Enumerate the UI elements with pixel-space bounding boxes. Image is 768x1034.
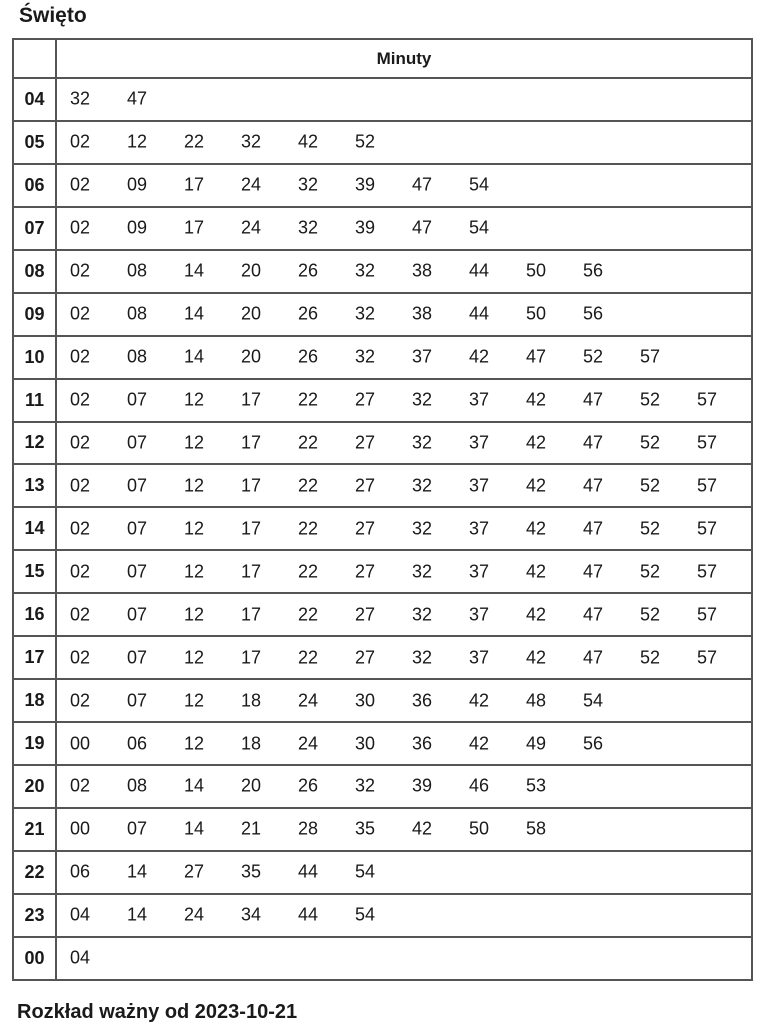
departure-minute: 57 (696, 561, 718, 582)
departure-minute: 22 (297, 475, 319, 496)
departure-minute: 34 (240, 904, 262, 925)
departure-minute: 57 (696, 604, 718, 625)
hour-cell: 08 (13, 250, 56, 293)
departure-minute: 42 (468, 346, 490, 367)
departure-minute: 17 (183, 217, 205, 238)
timetable-row (13, 679, 752, 722)
departure-minute: 52 (639, 647, 661, 668)
timetable-row (13, 293, 752, 336)
departure-minute: 42 (525, 389, 547, 410)
departure-minute: 07 (126, 818, 148, 839)
departure-minute: 35 (240, 861, 262, 882)
departure-minute: 27 (354, 475, 376, 496)
departure-minute: 32 (354, 260, 376, 281)
departure-minute: 39 (354, 217, 376, 238)
minutes-cell (56, 207, 752, 250)
departure-minute: 14 (126, 861, 148, 882)
minutes-cell (56, 121, 752, 164)
departure-minute: 56 (582, 733, 604, 754)
departure-minute: 47 (582, 518, 604, 539)
hour-cell: 05 (13, 121, 56, 164)
departure-minute: 37 (411, 346, 433, 367)
departure-minute: 27 (354, 518, 376, 539)
departure-minute: 02 (69, 303, 91, 324)
timetable-row (13, 808, 752, 851)
timetable-row (13, 722, 752, 765)
departure-minute: 12 (183, 475, 205, 496)
departure-minute: 57 (639, 346, 661, 367)
timetable-row (13, 636, 752, 679)
departure-minute: 39 (411, 775, 433, 796)
departure-minute: 27 (354, 647, 376, 668)
timetable-row (13, 593, 752, 636)
departure-minute: 12 (183, 604, 205, 625)
departure-minute: 35 (354, 818, 376, 839)
hour-cell: 22 (13, 851, 56, 894)
minutes-cell (56, 78, 752, 121)
departure-minute: 42 (525, 475, 547, 496)
departure-minute: 52 (639, 475, 661, 496)
departure-minute: 53 (525, 775, 547, 796)
departure-minute: 17 (183, 174, 205, 195)
departure-minute: 12 (183, 690, 205, 711)
hour-cell: 19 (13, 722, 56, 765)
hour-cell: 16 (13, 593, 56, 636)
timetable-title: Święto (19, 4, 87, 27)
timetable-row (13, 550, 752, 593)
hour-cell: 13 (13, 464, 56, 507)
departure-minute: 32 (411, 604, 433, 625)
departure-minute: 22 (297, 561, 319, 582)
departure-minute: 17 (240, 518, 262, 539)
departure-minute: 37 (468, 475, 490, 496)
departure-minute: 42 (525, 518, 547, 539)
departure-minute: 36 (411, 733, 433, 754)
departure-minute: 52 (582, 346, 604, 367)
departure-minute: 12 (183, 432, 205, 453)
timetable-row (13, 507, 752, 550)
minutes-cell (56, 422, 752, 465)
departure-minute: 54 (468, 174, 490, 195)
departure-minute: 50 (468, 818, 490, 839)
header-row (13, 39, 752, 78)
minutes-cell (56, 894, 752, 937)
hour-cell: 06 (13, 164, 56, 207)
departure-minute: 22 (183, 131, 205, 152)
departure-minute: 07 (126, 690, 148, 711)
departure-minute: 42 (525, 604, 547, 625)
departure-minute: 26 (297, 775, 319, 796)
timetable-row (13, 894, 752, 937)
departure-minute: 02 (69, 475, 91, 496)
timetable-grid (12, 38, 753, 981)
departure-minute: 17 (240, 475, 262, 496)
departure-minute: 24 (183, 904, 205, 925)
departure-minute: 18 (240, 690, 262, 711)
departure-minute: 21 (240, 818, 262, 839)
departure-minute: 54 (354, 861, 376, 882)
departure-minute: 20 (240, 303, 262, 324)
departure-minute: 27 (354, 604, 376, 625)
departure-minute: 52 (639, 389, 661, 410)
departure-minute: 14 (126, 904, 148, 925)
departure-minute: 47 (582, 561, 604, 582)
minutes-cell (56, 250, 752, 293)
minutes-cell (56, 593, 752, 636)
departure-minute: 54 (354, 904, 376, 925)
departure-minute: 47 (582, 475, 604, 496)
departure-minute: 50 (525, 260, 547, 281)
departure-minute: 07 (126, 432, 148, 453)
departure-minute: 24 (240, 217, 262, 238)
departure-minute: 32 (354, 346, 376, 367)
departure-minute: 02 (69, 518, 91, 539)
minutes-header: Minuty (56, 39, 752, 78)
hour-cell: 09 (13, 293, 56, 336)
departure-minute: 27 (354, 389, 376, 410)
departure-minute: 47 (582, 647, 604, 668)
departure-minute: 22 (297, 604, 319, 625)
departure-minute: 58 (525, 818, 547, 839)
departure-minute: 14 (183, 260, 205, 281)
departure-minute: 22 (297, 389, 319, 410)
departure-minute: 12 (183, 389, 205, 410)
minutes-cell (56, 722, 752, 765)
timetable-row (13, 851, 752, 894)
minutes-cell (56, 379, 752, 422)
departure-minute: 09 (126, 217, 148, 238)
departure-minute: 52 (354, 131, 376, 152)
departure-minute: 26 (297, 260, 319, 281)
departure-minute: 24 (240, 174, 262, 195)
departure-minute: 26 (297, 346, 319, 367)
hour-cell: 21 (13, 808, 56, 851)
departure-minute: 47 (582, 604, 604, 625)
departure-minute: 08 (126, 775, 148, 796)
departure-minute: 09 (126, 174, 148, 195)
minutes-cell (56, 937, 752, 980)
departure-minute: 02 (69, 604, 91, 625)
minutes-cell (56, 550, 752, 593)
hour-cell: 20 (13, 765, 56, 808)
hour-cell: 12 (13, 422, 56, 465)
departure-minute: 02 (69, 432, 91, 453)
departure-minute: 02 (69, 174, 91, 195)
departure-minute: 37 (468, 389, 490, 410)
departure-minute: 06 (126, 733, 148, 754)
departure-minute: 12 (126, 131, 148, 152)
departure-minute: 07 (126, 475, 148, 496)
departure-minute: 12 (183, 561, 205, 582)
departure-minute: 42 (297, 131, 319, 152)
timetable-body (13, 78, 752, 980)
departure-minute: 27 (183, 861, 205, 882)
departure-minute: 02 (69, 260, 91, 281)
departure-minute: 27 (354, 432, 376, 453)
departure-minute: 12 (183, 733, 205, 754)
timetable-row (13, 78, 752, 121)
departure-minute: 08 (126, 303, 148, 324)
departure-minute: 42 (525, 432, 547, 453)
departure-minute: 32 (411, 389, 433, 410)
hour-header-cell (13, 39, 56, 78)
hour-cell: 10 (13, 336, 56, 379)
minutes-cell (56, 507, 752, 550)
timetable-row (13, 937, 752, 980)
departure-minute: 50 (525, 303, 547, 324)
timetable-row (13, 422, 752, 465)
departure-minute: 44 (297, 861, 319, 882)
departure-minute: 47 (411, 217, 433, 238)
departure-minute: 57 (696, 432, 718, 453)
hour-cell: 00 (13, 937, 56, 980)
hour-cell: 18 (13, 679, 56, 722)
departure-minute: 56 (582, 260, 604, 281)
departure-minute: 02 (69, 775, 91, 796)
hour-cell: 11 (13, 379, 56, 422)
departure-minute: 20 (240, 260, 262, 281)
timetable-row (13, 121, 752, 164)
departure-minute: 42 (468, 690, 490, 711)
departure-minute: 32 (354, 303, 376, 324)
departure-minute: 02 (69, 217, 91, 238)
departure-minute: 02 (69, 647, 91, 668)
departure-minute: 04 (69, 947, 91, 968)
hour-cell: 17 (13, 636, 56, 679)
departure-minute: 36 (411, 690, 433, 711)
departure-minute: 47 (525, 346, 547, 367)
minutes-cell (56, 679, 752, 722)
minutes-cell (56, 851, 752, 894)
departure-minute: 44 (468, 303, 490, 324)
departure-minute: 20 (240, 775, 262, 796)
departure-minute: 49 (525, 733, 547, 754)
departure-minute: 54 (582, 690, 604, 711)
hour-cell: 23 (13, 894, 56, 937)
hour-cell: 04 (13, 78, 56, 121)
departure-minute: 57 (696, 647, 718, 668)
departure-minute: 42 (468, 733, 490, 754)
departure-minute: 14 (183, 775, 205, 796)
departure-minute: 42 (411, 818, 433, 839)
departure-minute: 14 (183, 346, 205, 367)
departure-minute: 02 (69, 690, 91, 711)
departure-minute: 32 (411, 432, 433, 453)
departure-minute: 37 (468, 561, 490, 582)
hour-cell: 15 (13, 550, 56, 593)
departure-minute: 22 (297, 647, 319, 668)
departure-minute: 24 (297, 690, 319, 711)
departure-minute: 17 (240, 561, 262, 582)
departure-minute: 32 (69, 88, 91, 109)
departure-minute: 46 (468, 775, 490, 796)
departure-minute: 37 (468, 432, 490, 453)
departure-minute: 32 (411, 518, 433, 539)
departure-minute: 02 (69, 561, 91, 582)
departure-minute: 26 (297, 303, 319, 324)
departure-minute: 04 (69, 904, 91, 925)
departure-minute: 32 (240, 131, 262, 152)
timetable-row (13, 379, 752, 422)
departure-minute: 24 (297, 733, 319, 754)
departure-minute: 52 (639, 561, 661, 582)
timetable-row (13, 464, 752, 507)
departure-minute: 02 (69, 131, 91, 152)
departure-minute: 12 (183, 518, 205, 539)
departure-minute: 18 (240, 733, 262, 754)
departure-minute: 14 (183, 818, 205, 839)
departure-minute: 57 (696, 475, 718, 496)
departure-minute: 07 (126, 647, 148, 668)
departure-minute: 32 (411, 647, 433, 668)
departure-minute: 32 (411, 561, 433, 582)
hour-cell: 07 (13, 207, 56, 250)
departure-minute: 28 (297, 818, 319, 839)
minutes-cell (56, 336, 752, 379)
timetable-row (13, 207, 752, 250)
minutes-cell (56, 808, 752, 851)
departure-minute: 17 (240, 432, 262, 453)
departure-minute: 08 (126, 346, 148, 367)
departure-minute: 42 (525, 561, 547, 582)
departure-minute: 08 (126, 260, 148, 281)
departure-minute: 17 (240, 389, 262, 410)
validity-note: Rozkład ważny od 2023-10-21 (17, 1001, 298, 1023)
departure-minute: 37 (468, 518, 490, 539)
timetable-row (13, 765, 752, 808)
departure-minute: 44 (468, 260, 490, 281)
departure-minute: 57 (696, 389, 718, 410)
minutes-cell (56, 464, 752, 507)
departure-minute: 00 (69, 818, 91, 839)
departure-minute: 57 (696, 518, 718, 539)
departure-minute: 17 (240, 604, 262, 625)
departure-minute: 56 (582, 303, 604, 324)
minutes-cell (56, 164, 752, 207)
departure-minute: 44 (297, 904, 319, 925)
departure-minute: 30 (354, 690, 376, 711)
departure-minute: 32 (411, 475, 433, 496)
departure-minute: 32 (297, 217, 319, 238)
departure-minute: 38 (411, 260, 433, 281)
departure-minute: 47 (582, 432, 604, 453)
departure-minute: 06 (69, 861, 91, 882)
departure-minute: 54 (468, 217, 490, 238)
departure-minute: 52 (639, 432, 661, 453)
departure-minute: 30 (354, 733, 376, 754)
minutes-cell (56, 636, 752, 679)
departure-minute: 32 (354, 775, 376, 796)
departure-minute: 07 (126, 518, 148, 539)
departure-minute: 42 (525, 647, 547, 668)
departure-minute: 38 (411, 303, 433, 324)
departure-minute: 00 (69, 733, 91, 754)
departure-minute: 14 (183, 303, 205, 324)
departure-minute: 37 (468, 647, 490, 668)
departure-minute: 52 (639, 518, 661, 539)
departure-minute: 52 (639, 604, 661, 625)
departure-minute: 20 (240, 346, 262, 367)
departure-minute: 37 (468, 604, 490, 625)
departure-minute: 07 (126, 389, 148, 410)
departure-minute: 47 (126, 88, 148, 109)
timetable-row (13, 250, 752, 293)
departure-minute: 32 (297, 174, 319, 195)
departure-minute: 22 (297, 518, 319, 539)
departure-minute: 17 (240, 647, 262, 668)
departure-minute: 02 (69, 389, 91, 410)
departure-minute: 07 (126, 604, 148, 625)
departure-minute: 47 (582, 389, 604, 410)
departure-minute: 39 (354, 174, 376, 195)
departure-minute: 07 (126, 561, 148, 582)
minutes-cell (56, 765, 752, 808)
departure-minute: 27 (354, 561, 376, 582)
departure-minute: 02 (69, 346, 91, 367)
departure-minute: 47 (411, 174, 433, 195)
timetable-row (13, 336, 752, 379)
timetable-row (13, 164, 752, 207)
hour-cell: 14 (13, 507, 56, 550)
departure-minute: 12 (183, 647, 205, 668)
departure-minute: 22 (297, 432, 319, 453)
minutes-cell (56, 293, 752, 336)
departure-minute: 48 (525, 690, 547, 711)
